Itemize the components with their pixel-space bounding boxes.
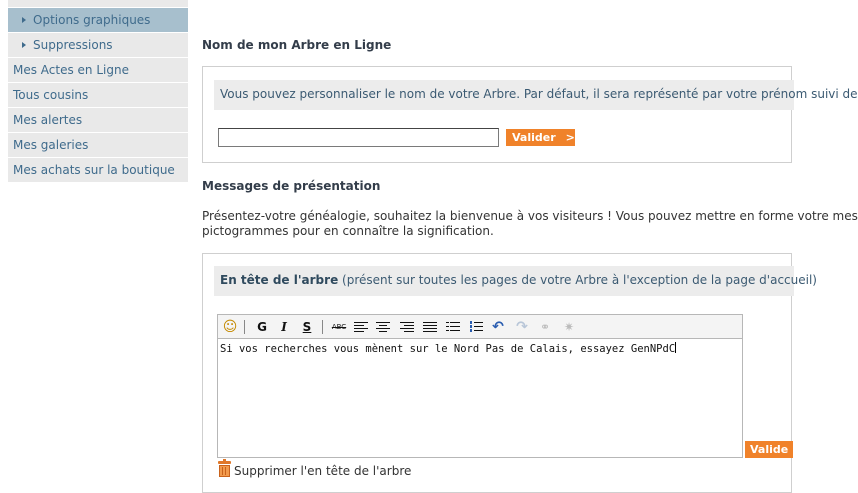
sidebar-item-label: Mes Actes en Ligne — [13, 63, 129, 77]
editor-toolbar — [218, 315, 742, 339]
tree-name-heading: Nom de mon Arbre en Ligne — [202, 38, 392, 52]
sidebar-item-label: Options graphiques — [33, 13, 151, 27]
sidebar-item-label: Mes achats sur la boutique — [13, 163, 175, 177]
sidebar-item-mes-galeries[interactable] — [8, 133, 188, 158]
sidebar-item-mes-actes[interactable] — [8, 58, 188, 83]
messages-intro-line2: pictogrammes pour en connaître la signification. — [202, 224, 494, 238]
toolbar-separator — [244, 320, 245, 334]
tree-name-validate-button[interactable] — [506, 129, 575, 146]
bold-icon[interactable]: G — [257, 320, 267, 334]
sidebar-item-mes-alertes[interactable] — [8, 108, 188, 133]
messages-heading: Messages de présentation — [202, 179, 381, 193]
sidebar-item-personnalisation[interactable] — [8, 0, 188, 8]
sidebar-item-suppressions[interactable] — [8, 33, 188, 58]
sidebar-item-label: Tous cousins — [13, 88, 89, 102]
tree-name-info: Vous pouvez personnaliser le nom de votre Arbre. Par défaut, il sera représenté par votre prénom suivi de — [214, 80, 794, 110]
sidebar — [8, 0, 188, 183]
align-left-icon[interactable] — [353, 319, 369, 335]
triangle-right-icon — [22, 42, 26, 48]
editor-content[interactable] — [220, 342, 676, 355]
trash-icon — [218, 460, 231, 477]
unlink-icon[interactable]: ✷ — [563, 320, 575, 334]
tree-name-box — [202, 66, 858, 163]
bullet-list-icon[interactable] — [445, 319, 461, 335]
numbered-list-icon[interactable] — [468, 319, 484, 335]
tree-name-input[interactable] — [218, 128, 499, 147]
italic-icon[interactable]: I — [281, 320, 287, 334]
link-icon[interactable]: ⚭ — [539, 320, 551, 334]
button-label: Valider — [512, 131, 556, 144]
sidebar-item-tous-cousins[interactable] — [8, 83, 188, 108]
header-save-button[interactable]: Valide — [745, 441, 793, 458]
toolbar-separator — [322, 320, 323, 334]
sidebar-item-label: Mes galeries — [13, 138, 89, 152]
delete-header-label: Supprimer l'en tête de l'arbre — [234, 464, 412, 478]
messages-intro-line1: Présentez-votre généalogie, souhaitez la bienvenue à vos visiteurs ! Vous pouvez mettre en forme votre mes — [202, 209, 858, 223]
align-justify-icon[interactable] — [422, 319, 438, 335]
smiley-icon[interactable]: ☺ — [222, 319, 238, 335]
sidebar-item-label: Suppressions — [33, 38, 113, 52]
header-title-bold: En tête de l'arbre — [220, 273, 339, 287]
align-center-icon[interactable] — [375, 319, 391, 335]
header-title-rest: (présent sur toutes les pages de votre Arbre à l'exception de la page d'accueil) — [338, 273, 817, 287]
redo-icon[interactable]: ↷ — [516, 319, 528, 335]
align-right-icon[interactable] — [399, 319, 415, 335]
arrow-right-icon: > — [565, 131, 575, 144]
sidebar-item-mes-achats[interactable] — [8, 158, 188, 183]
header-editor[interactable] — [217, 314, 743, 458]
underline-icon[interactable]: S — [302, 320, 312, 334]
triangle-right-icon — [22, 17, 26, 23]
editor-text: Si vos recherches vous mènent sur le Nord Pas de Calais, essayez GenNPdC — [220, 343, 676, 355]
undo-icon[interactable]: ↶ — [492, 319, 504, 335]
header-message-box — [202, 253, 817, 493]
sidebar-item-options-graphiques[interactable] — [8, 8, 188, 33]
text-caret — [675, 342, 676, 353]
strikethrough-icon[interactable]: ABC — [331, 323, 347, 331]
sidebar-item-label: Mes alertes — [13, 113, 83, 127]
header-message-title — [214, 266, 817, 296]
